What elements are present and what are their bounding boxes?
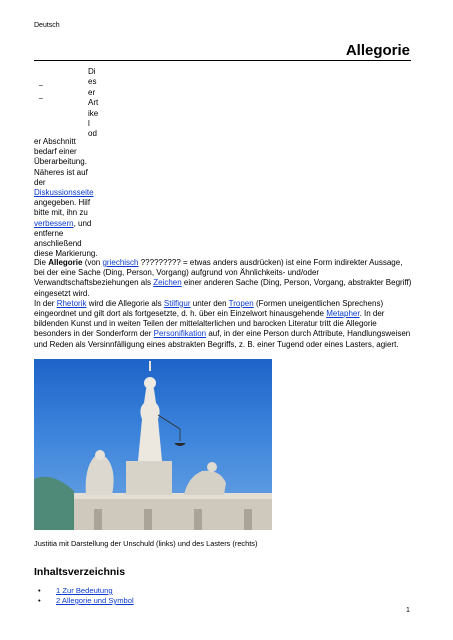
link-personifikation[interactable]: Personifikation [153,329,207,339]
vice-figure [184,471,226,495]
justitia-statue-illustration [34,359,272,530]
intro-paragraph [34,258,414,299]
notice-line: er Abschnitt [34,137,76,146]
notice-fragment: l [88,118,90,128]
notice-line: angegeben. Hilf [34,198,91,208]
notice-line: anschließend [34,238,82,248]
text-run: ????????? = etwas anders ausdrücken) ist eine Form indirekter Aussage, bei der eine Sache (Ding, Person, Vorgang) aufgrund von Ähnlichkeits- und/oder Verwandtschaftsbeziehungen als [34,258,403,288]
pillar-shape [144,509,152,530]
link-griechisch[interactable]: griechisch [102,258,139,267]
vice-head [207,462,217,472]
notice-narrow-text [88,67,104,140]
improve-link[interactable]: verbessern [34,218,74,228]
link-tropen[interactable]: Tropen [228,298,254,308]
text-run: wird die Allegorie als [86,298,164,308]
justitia-figure [138,385,162,461]
notice-line: bitte mit, ihn zu [34,208,88,218]
parapet-shape [74,497,272,530]
link-stilfigur[interactable]: Stilfigur [163,298,191,308]
dome-shape [34,477,80,530]
notice-line [34,219,116,229]
table-of-contents [38,586,134,606]
notice-line: entferne [34,228,64,238]
notice-fragment: od [88,129,97,139]
discussion-page-link[interactable]: Diskussionsseite [34,187,94,197]
bullet-icon: • [38,596,41,605]
pillar-shape [244,509,252,530]
toc-heading: Inhaltsverzeichnis [34,566,126,578]
text-run: unter den [190,298,229,308]
page-title: Allegorie [345,42,410,59]
justitia-head [144,377,156,389]
article-body [34,258,414,350]
justitia-photo [34,359,272,530]
pedestal-shape [126,461,172,495]
bullet-icon: • [38,586,41,595]
notice-dash: – [39,95,43,102]
notice-dash: – [39,82,43,89]
innocence-figure [86,455,114,495]
scale-arm [158,415,180,429]
pillar-shape [194,509,202,530]
notice-line [34,188,116,198]
text-run: einer anderen Sache (Ding, Person, Vorgang, abstrakter Begriff) eingesetzt wird. [34,278,412,298]
toc-link-bedeutung[interactable]: 1 Zur Bedeutung [56,586,113,595]
term-bold: Allegorie [48,258,83,267]
notice-line: Näheres ist auf [34,167,88,177]
text-run: . In der bildenden Kunst und in weiten Teilen der mittelalterlichen und barocken Literatur tritt die Allegorie besonders in der Sonderform der [34,309,385,339]
notice-fragment: Di [88,67,96,76]
pillar-shape [94,509,102,530]
notice-line: der [34,177,46,187]
revision-notice [34,137,116,259]
text-run: In der [34,298,57,308]
rhetoric-paragraph [34,299,414,350]
link-metapher[interactable]: Metapher [326,309,360,319]
link-zeichen[interactable]: Zeichen [153,278,182,288]
scale-pan [174,443,186,446]
language-label: Deutsch [34,22,60,29]
text-run: Die [34,258,49,267]
toc-item [38,596,134,606]
text-run: (Formen uneigentlichen Sprechens) eingeordnet und gilt dort als fortgesetzte, d. h. über ein Einzelwort hinausgehende [34,298,384,319]
notice-line: diese Markierung. [34,249,98,259]
page-number: 1 [406,607,410,614]
notice-text: , und [73,218,92,228]
figure-caption: Justitia mit Darstellung der Unschuld (links) und des Lasters (rechts) [34,539,258,548]
text-run: (von [82,258,103,267]
link-rhetorik[interactable]: Rhetorik [56,298,87,308]
innocence-head [95,450,105,460]
text-run: auf, in der eine Person durch Attribute, Handlungsweisen und Reden als Versinnfälligung eines abstrakten Begriffs, z. B. einer Tugend oder eines Lasters, agiert. [34,329,411,349]
notice-line: Überarbeitung. [34,157,87,167]
toc-link-allegorie-symbol[interactable]: 2 Allegorie und Symbol [56,596,134,605]
title-rule [34,60,411,61]
notice-line: bedarf einer [34,147,77,157]
toc-item [38,586,134,596]
notice-fragment: er [88,87,96,97]
notice-fragment: ike [88,108,99,118]
notice-fragment: Art [88,98,99,108]
notice-fragment: es [88,77,97,87]
